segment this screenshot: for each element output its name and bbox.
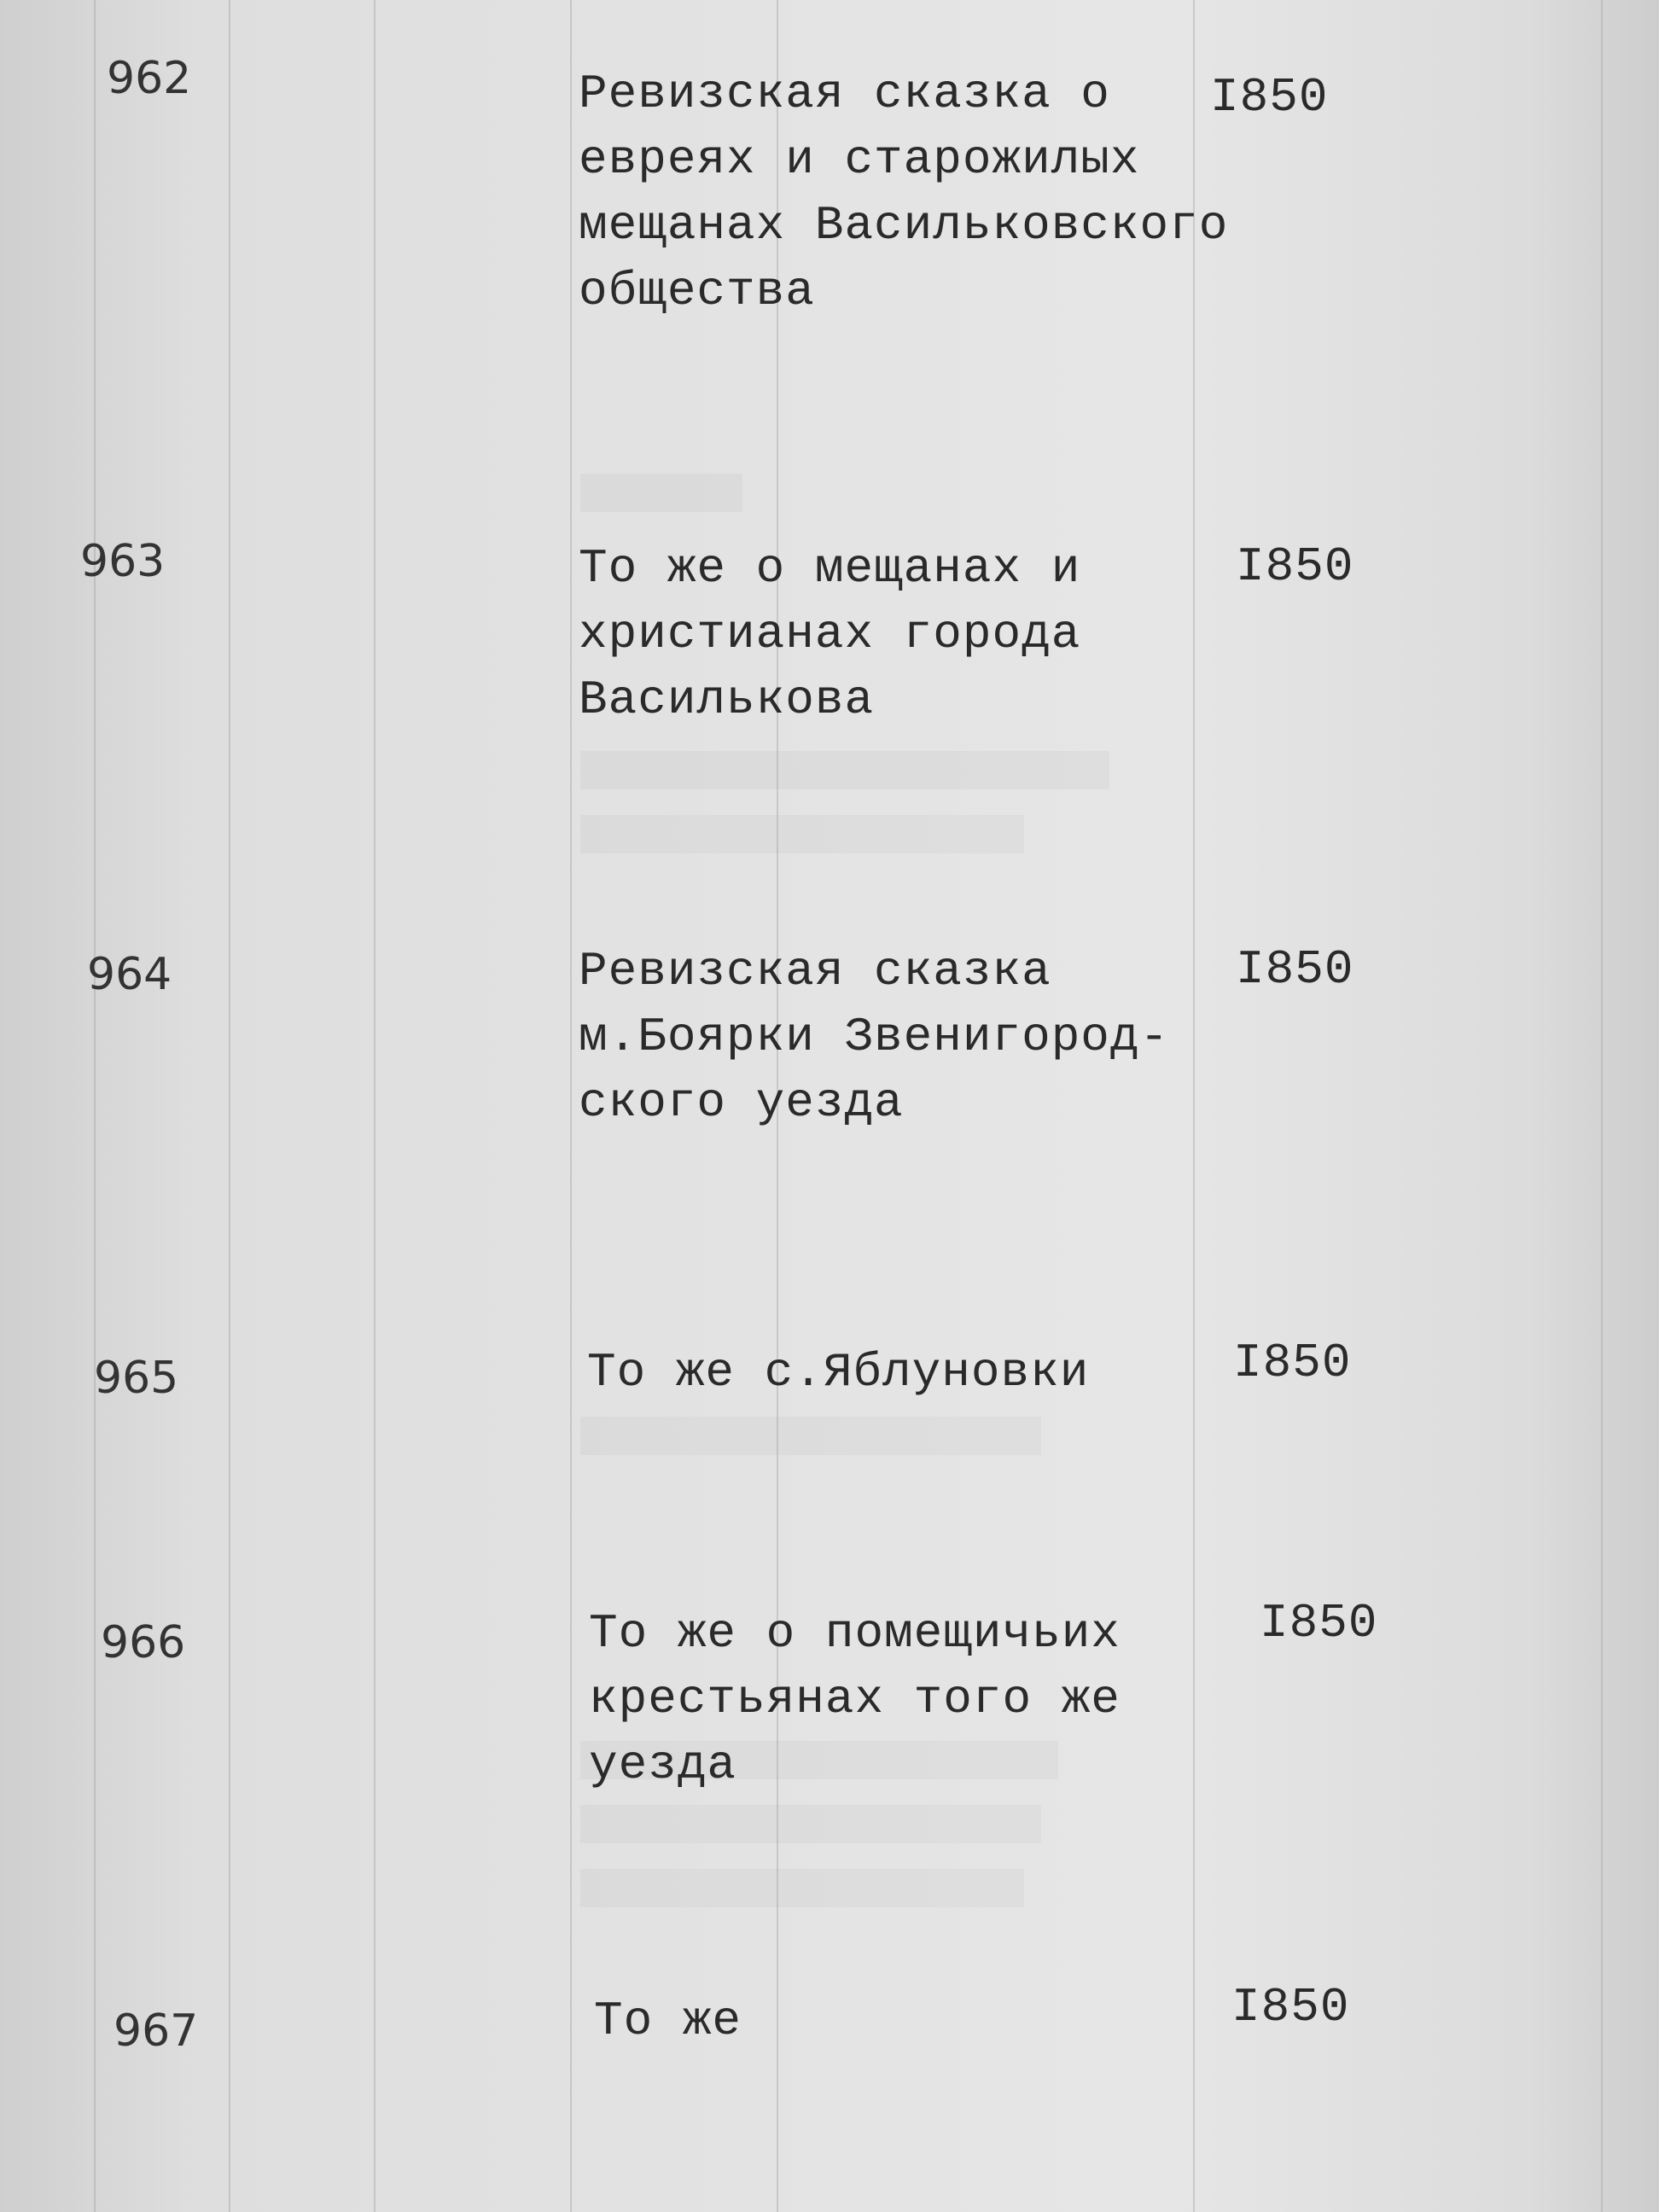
entry-title-line: Василькова [579, 672, 875, 727]
entry-number: 965 [94, 1353, 179, 1404]
entry-number: 966 [101, 1617, 186, 1668]
bleed-through-mark [580, 1869, 1024, 1907]
entry-title-line: мещанах Васильковского [579, 198, 1229, 253]
bleed-through-mark [580, 751, 1109, 789]
column-rule [374, 0, 375, 2212]
entry-year: I850 [1233, 1336, 1352, 1390]
entry-number: 963 [80, 536, 166, 587]
entry-number: 964 [87, 949, 172, 1000]
entry-title [579, 939, 1169, 1136]
entry-title-line: общества [579, 264, 815, 318]
entry-year: I850 [1231, 1980, 1350, 2034]
column-rule [570, 0, 572, 2212]
entry-title-line: христианах города [579, 607, 1081, 661]
entry-title [579, 536, 1080, 733]
bleed-through-mark [580, 1417, 1041, 1455]
column-rule [1601, 0, 1603, 2212]
column-rule [94, 0, 96, 2212]
entry-title-line: крестьянах того же [589, 1672, 1121, 1726]
column-rule [1193, 0, 1195, 2212]
entry-year: I850 [1210, 70, 1329, 125]
entry-title-line: Ревизская сказка [579, 944, 1051, 998]
entry-title-line: ского уезда [579, 1075, 904, 1130]
entry-title-line: То же о мещанах и [579, 541, 1081, 596]
entry-title [579, 61, 1228, 324]
entry-title-line: евреях и старожилых [579, 132, 1140, 187]
entry-title [589, 1601, 1121, 1798]
bleed-through-mark [580, 815, 1024, 853]
entry-title-line: м.Боярки Звенигород- [579, 1010, 1170, 1064]
entry-year: I850 [1260, 1596, 1378, 1650]
entry-title-line: То же с.Яблуновки [587, 1345, 1090, 1400]
entry-title-line: То же о помещичьих [589, 1606, 1121, 1661]
entry-year: I850 [1236, 942, 1354, 997]
bleed-through-mark [580, 1805, 1041, 1843]
entry-title [594, 1988, 742, 2054]
entry-title-line: То же [594, 1994, 742, 2048]
column-rule [229, 0, 230, 2212]
entry-number: 967 [114, 2005, 199, 2057]
entry-year: I850 [1236, 539, 1354, 594]
entry-title [587, 1340, 1089, 1406]
entry-title-line: Ревизская сказка о [579, 67, 1110, 121]
entry-title-line: уезда [589, 1738, 737, 1792]
bleed-through-mark [580, 474, 742, 512]
entry-number: 962 [107, 53, 192, 104]
